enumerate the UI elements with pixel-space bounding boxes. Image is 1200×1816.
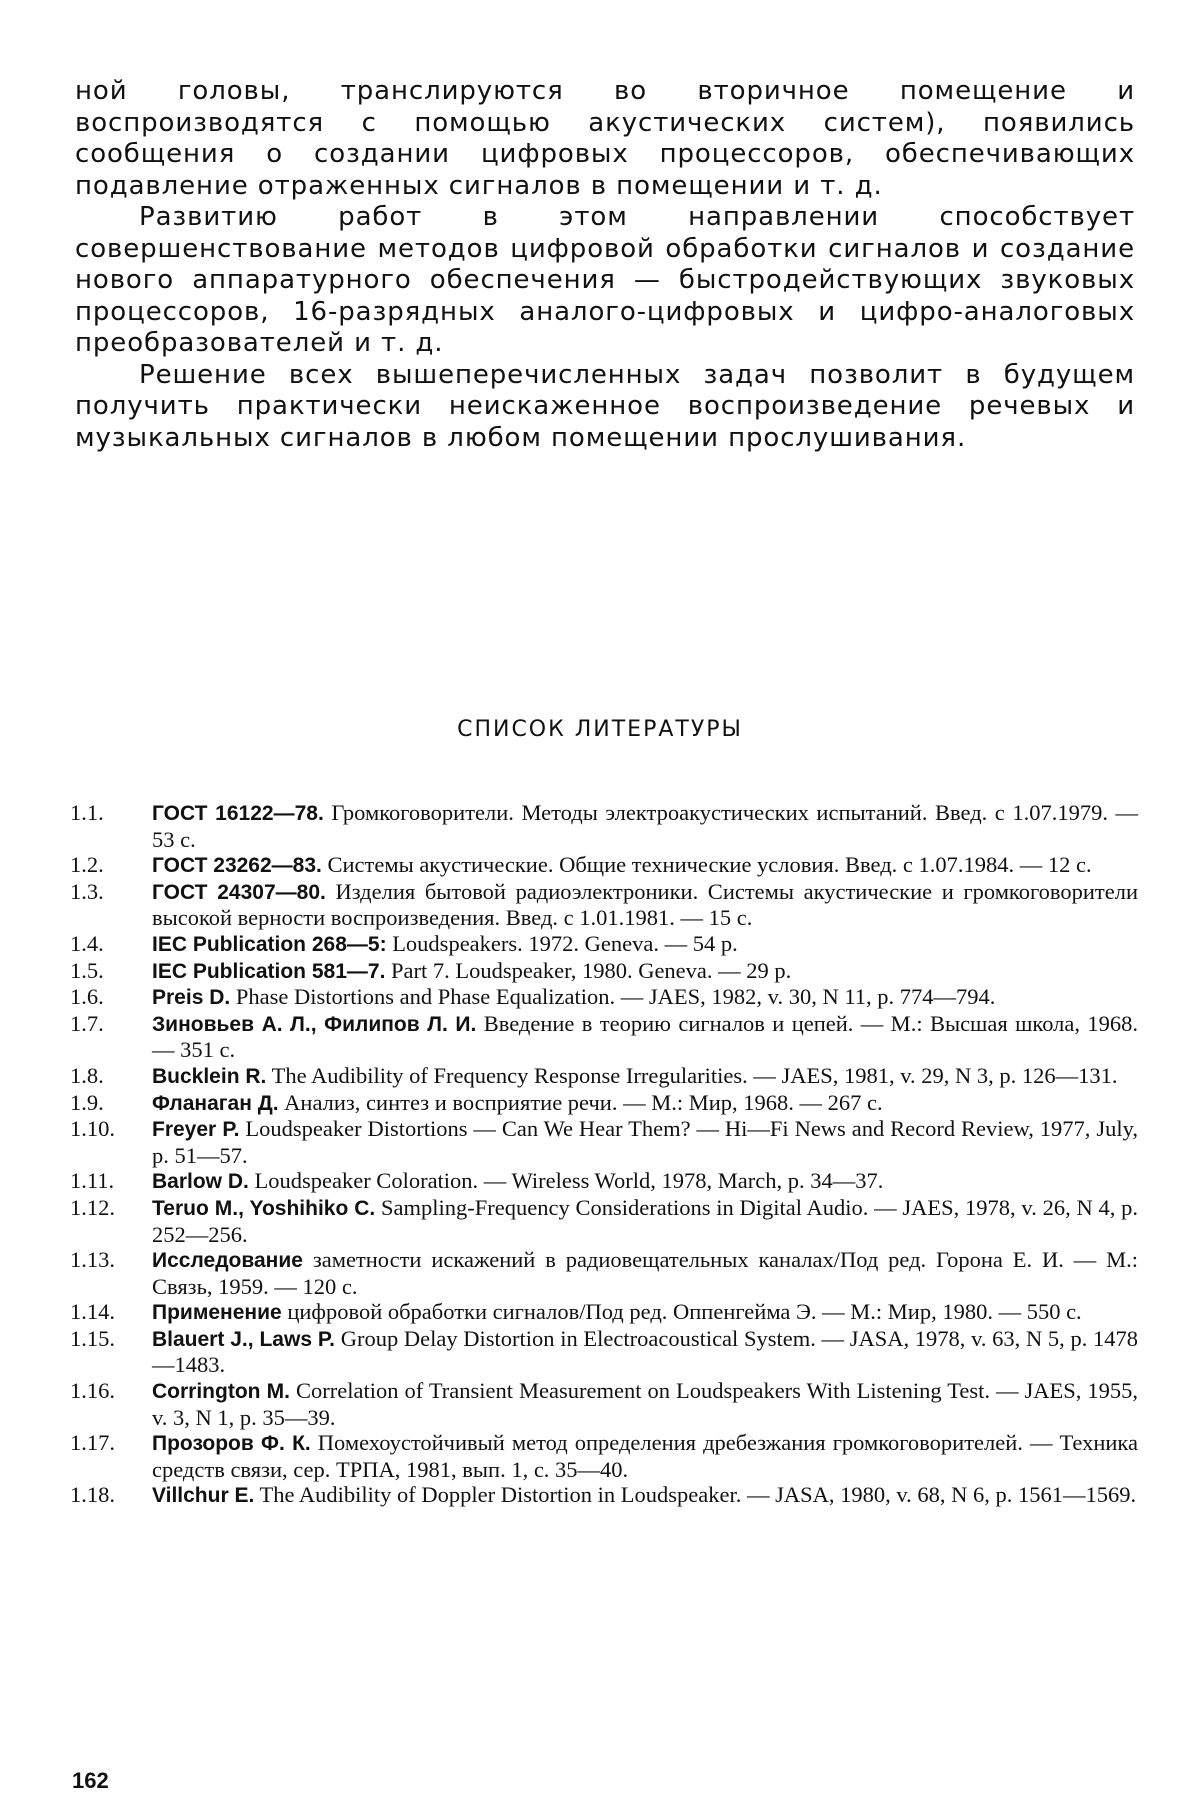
reference-body: цифровой обработки сигналов/Под ред. Оппенгейма Э. — М.: Мир, 1980. — 550 с. (287, 1299, 1081, 1324)
reference-item (70, 1326, 1138, 1378)
reference-text (152, 931, 1138, 958)
reference-item (70, 1090, 1138, 1117)
reference-number: 1.3. (70, 879, 152, 905)
reference-text (152, 852, 1138, 879)
reference-body: Громкоговорители. Методы электроакустических испытаний. Введ. с 1.07.1979. — 53 с. (152, 800, 1138, 852)
reference-text (152, 1378, 1138, 1430)
reference-body: The Audibility of Doppler Distortion in Loudspeaker. — JASA, 1980, v. 68, N 6, p. 1561—1569. (260, 1482, 1137, 1507)
reference-author: ГОСТ 16122—78. (152, 802, 324, 825)
reference-body: заметности искажений в радиовещательных каналах/Под ред. Горона Е. И. — М.: Связь, 1959. — 120 с. (152, 1247, 1138, 1299)
references-heading: СПИСОК ЛИТЕРАТУРЫ (0, 717, 1200, 742)
reference-body: Loudspeaker Coloration. — Wireless World, 1978, March, p. 34—37. (254, 1168, 883, 1193)
reference-text (152, 1116, 1138, 1168)
body-text (75, 76, 1135, 454)
reference-author: Corrington M. (152, 1380, 290, 1403)
paragraph-1: ной головы, транслируются во вторичное помещение и воспроизводятся с помощью акустических систем), появились сообщения о создании цифровых процессоров, обеспечивающих подавление отраженных сигналов в помещении и т. д. (75, 76, 1135, 202)
reference-body: Correlation of Transient Measurement on Loudspeakers With Listening Test. — JAES, 1955, v. 3, N 1, p. 35—39. (152, 1378, 1138, 1430)
reference-item (70, 1063, 1138, 1090)
reference-body: Анализ, синтез и восприятие речи. — М.: Мир, 1968. — 267 с. (284, 1090, 882, 1115)
reference-body: Group Delay Distortion in Electroacoustical System. — JASA, 1978, v. 63, N 5, p. 1478—1483. (152, 1326, 1138, 1378)
reference-text (152, 1195, 1138, 1247)
paragraph-2: Развитию работ в этом направлении способствует совершенствование методов цифровой обработки сигналов и создание нового аппаратурного обеспечения — быстродействующих звуковых процессоров, 16-разрядных аналого-цифровых и цифро-аналоговых преобразователей и т. д. (75, 202, 1135, 360)
reference-item (70, 1195, 1138, 1247)
reference-item (70, 1011, 1138, 1063)
reference-text (152, 1247, 1138, 1299)
reference-number: 1.8. (70, 1063, 152, 1089)
reference-text (152, 1326, 1138, 1378)
reference-body: Изделия бытовой радиоэлектроники. Системы акустические и громкоговорители высокой верности воспроизведения. Введ. с 1.01.1981. — 15 с. (152, 879, 1138, 931)
reference-author: Preis D. (152, 986, 230, 1009)
reference-author: Freyer P. (152, 1118, 239, 1141)
reference-author: Blauert J., Laws P. (152, 1328, 335, 1351)
paragraph-3: Решение всех вышеперечисленных задач позволит в будущем получить практически неискаженное воспроизведение речевых и музыкальных сигналов в любом помещении прослушивания. (75, 360, 1135, 455)
reference-text (152, 984, 1138, 1011)
reference-text (152, 1168, 1138, 1195)
reference-body: Системы акустические. Общие технические условия. Введ. с 1.07.1984. — 12 с. (327, 852, 1091, 877)
reference-number: 1.6. (70, 984, 152, 1010)
reference-number: 1.18. (70, 1482, 152, 1508)
reference-author: IEC Publication 268—5: (152, 933, 387, 956)
reference-number: 1.16. (70, 1378, 152, 1404)
reference-body: Введение в теорию сигналов и цепей. — М.: Высшая школа, 1968. — 351 с. (152, 1011, 1138, 1063)
reference-author: Исследование (152, 1249, 303, 1272)
reference-number: 1.7. (70, 1011, 152, 1037)
reference-author: Bucklein R. (152, 1065, 266, 1088)
reference-number: 1.5. (70, 958, 152, 984)
reference-item (70, 852, 1138, 879)
reference-number: 1.4. (70, 931, 152, 957)
reference-body: Sampling-Frequency Considerations in Digital Audio. — JAES, 1978, v. 26, N 4, p. 252—256. (152, 1195, 1138, 1247)
reference-text (152, 1011, 1138, 1063)
reference-author: Teruo M., Yoshihiko C. (152, 1197, 375, 1220)
reference-body: Part 7. Loudspeaker, 1980. Geneva. — 29 p. (391, 958, 791, 983)
reference-list (70, 800, 1138, 1509)
reference-number: 1.2. (70, 852, 152, 878)
reference-number: 1.15. (70, 1326, 152, 1352)
reference-text (152, 879, 1138, 931)
reference-item (70, 1430, 1138, 1482)
reference-text (152, 1063, 1138, 1090)
reference-author: Фланаган Д. (152, 1092, 279, 1115)
reference-item (70, 879, 1138, 931)
reference-author: IEC Publication 581—7. (152, 960, 385, 983)
reference-author: ГОСТ 24307—80. (152, 881, 326, 904)
reference-text (152, 1299, 1138, 1326)
reference-number: 1.9. (70, 1090, 152, 1116)
reference-number: 1.13. (70, 1247, 152, 1273)
reference-text (152, 800, 1138, 852)
reference-author: Barlow D. (152, 1170, 249, 1193)
reference-item (70, 984, 1138, 1011)
reference-item (70, 1168, 1138, 1195)
reference-text (152, 1430, 1138, 1482)
reference-author: Применение (152, 1301, 282, 1324)
reference-item (70, 958, 1138, 985)
reference-item (70, 1247, 1138, 1299)
reference-item (70, 931, 1138, 958)
reference-text (152, 1482, 1138, 1509)
reference-text (152, 958, 1138, 985)
reference-body: Помехоустойчивый метод определения дребезжания громкоговорителей. — Техника средств связи, сер. ТРПА, 1981, вып. 1, с. 35—40. (152, 1430, 1138, 1482)
reference-number: 1.14. (70, 1299, 152, 1325)
reference-body: The Audibility of Frequency Response Irregularities. — JAES, 1981, v. 29, N 3, p. 126—131. (272, 1063, 1118, 1088)
reference-number: 1.10. (70, 1116, 152, 1142)
reference-body: Loudspeakers. 1972. Geneva. — 54 p. (392, 931, 738, 956)
reference-author: ГОСТ 23262—83. (152, 854, 322, 877)
reference-number: 1.17. (70, 1430, 152, 1456)
reference-item (70, 1482, 1138, 1509)
reference-body: Loudspeaker Distortions — Can We Hear Them? — Hi—Fi News and Record Review, 1977, July, p. 51—57. (152, 1116, 1138, 1168)
reference-number: 1.11. (70, 1168, 152, 1194)
reference-number: 1.12. (70, 1195, 152, 1221)
reference-author: Villchur E. (152, 1484, 254, 1507)
reference-item (70, 800, 1138, 852)
reference-item (70, 1378, 1138, 1430)
page-number: 162 (72, 1768, 109, 1794)
book-page (0, 0, 1200, 1816)
reference-author: Прозоров Ф. К. (152, 1432, 311, 1455)
reference-number: 1.1. (70, 800, 152, 826)
reference-item (70, 1116, 1138, 1168)
reference-body: Phase Distortions and Phase Equalization. — JAES, 1982, v. 30, N 11, p. 774—794. (236, 984, 996, 1009)
reference-item (70, 1299, 1138, 1326)
reference-text (152, 1090, 1138, 1117)
reference-author: Зиновьев А. Л., Филипов Л. И. (152, 1013, 476, 1036)
